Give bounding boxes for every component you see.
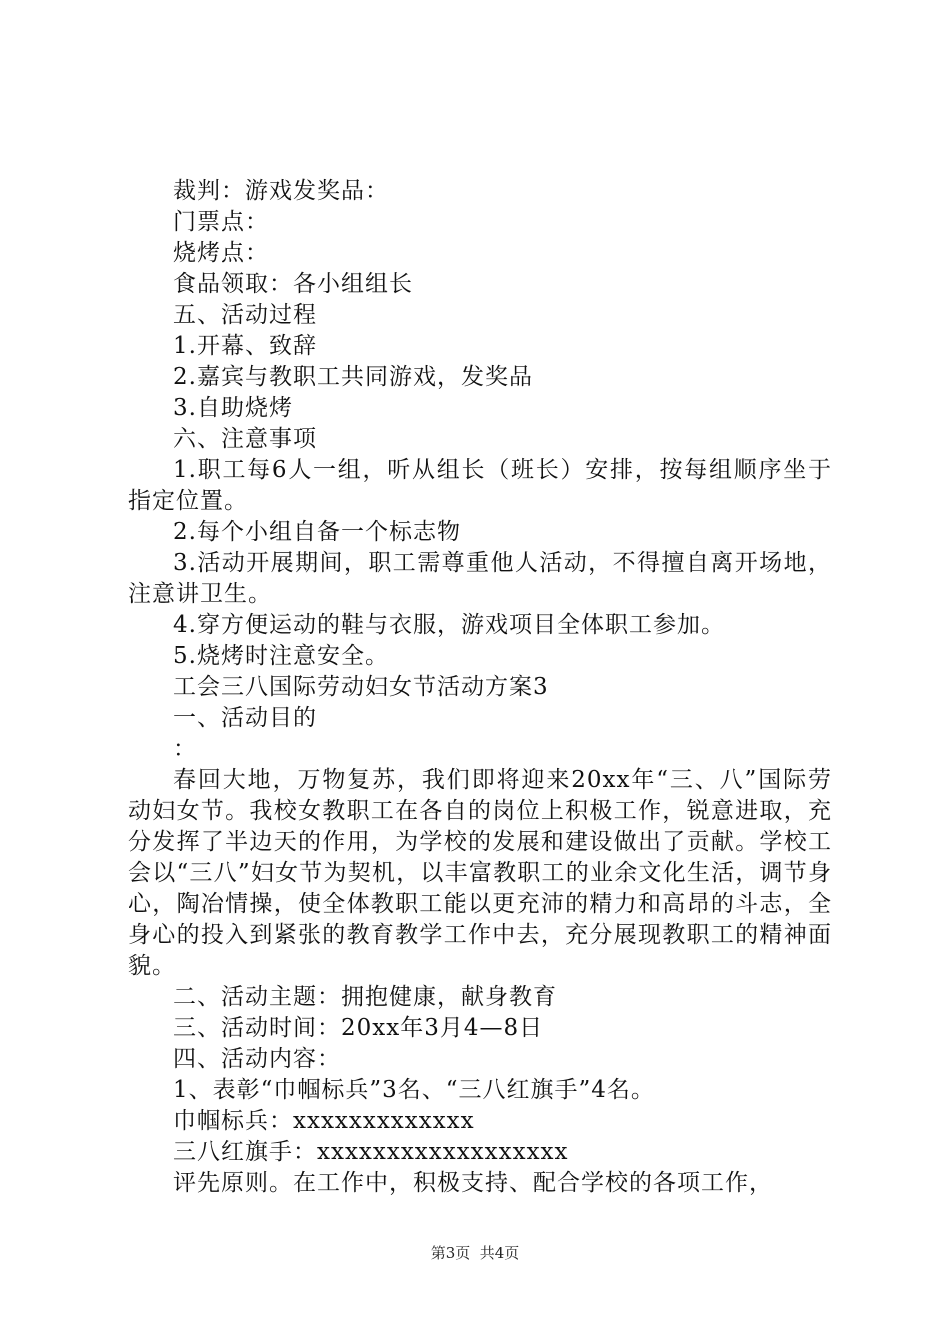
content-heading: 四、活动内容： bbox=[173, 1046, 341, 1072]
process-heading: 五、活动过程 bbox=[173, 302, 317, 328]
process-item-barbecue: 3.自助烧烤 bbox=[173, 395, 293, 421]
note-paragraph-respect: 3.活动开展期间，职工需尊重他人活动，不得擅自离开场地，注意讲卫生。 bbox=[128, 550, 832, 607]
barbecue-point-line: 烧烤点： bbox=[173, 240, 269, 266]
purpose-paragraph: 春回大地，万物复苏，我们即将迎来20xx年“三、八”国际劳动妇女节。我校女教职工在各自的岗位上积极工作，锐意进取，充分发挥了半边天的作用，为学校的发展和建设做出了贡献。学校工会以“三八”妇女节为契机，以丰富教职工的业余文化生活，调节身心，陶冶情操，使全体教职工能以更充沛的精力和高昂的斗志，全身心的投入到紧张的教育教学工作中去，充分展现教职工的精神面貌。 bbox=[128, 767, 832, 979]
notes-heading: 六、注意事项 bbox=[173, 426, 317, 452]
commendation-line: 1、表彰“巾帼标兵”3名、“三八红旗手”4名。 bbox=[173, 1077, 655, 1103]
process-item-opening: 1.开幕、致辞 bbox=[173, 333, 317, 359]
theme-line: 二、活动主题：拥抱健康，献身教育 bbox=[173, 984, 557, 1010]
note-marker: 2.每个小组自备一个标志物 bbox=[173, 519, 461, 545]
document-body bbox=[128, 176, 832, 1199]
section-title: 工会三八国际劳动妇女节活动方案3 bbox=[173, 674, 549, 700]
time-line: 三、活动时间：20xx年3月4—8日 bbox=[173, 1015, 544, 1041]
colon-line: ： bbox=[173, 736, 197, 762]
page-footer: 第3页 共4页 bbox=[430, 1244, 520, 1262]
purpose-heading: 一、活动目的 bbox=[173, 705, 317, 731]
model-worker-line: 巾帼标兵：xxxxxxxxxxxxx bbox=[173, 1108, 475, 1134]
referee-line: 裁判：游戏发奖品： bbox=[173, 178, 389, 204]
criteria-line: 评先原则。在工作中，积极支持、配合学校的各项工作， bbox=[173, 1170, 773, 1196]
note-paragraph-groups: 1.职工每6人一组，听从组长（班长）安排，按每组顺序坐于指定位置。 bbox=[128, 457, 832, 514]
ticket-point-line: 门票点： bbox=[173, 209, 269, 235]
red-flag-line: 三八红旗手：xxxxxxxxxxxxxxxxxx bbox=[173, 1139, 569, 1165]
process-item-games: 2.嘉宾与教职工共同游戏，发奖品 bbox=[173, 364, 533, 390]
note-clothing: 4.穿方便运动的鞋与衣服，游戏项目全体职工参加。 bbox=[173, 612, 725, 638]
food-collection-line: 食品领取：各小组组长 bbox=[173, 271, 413, 297]
note-safety: 5.烧烤时注意安全。 bbox=[173, 643, 389, 669]
